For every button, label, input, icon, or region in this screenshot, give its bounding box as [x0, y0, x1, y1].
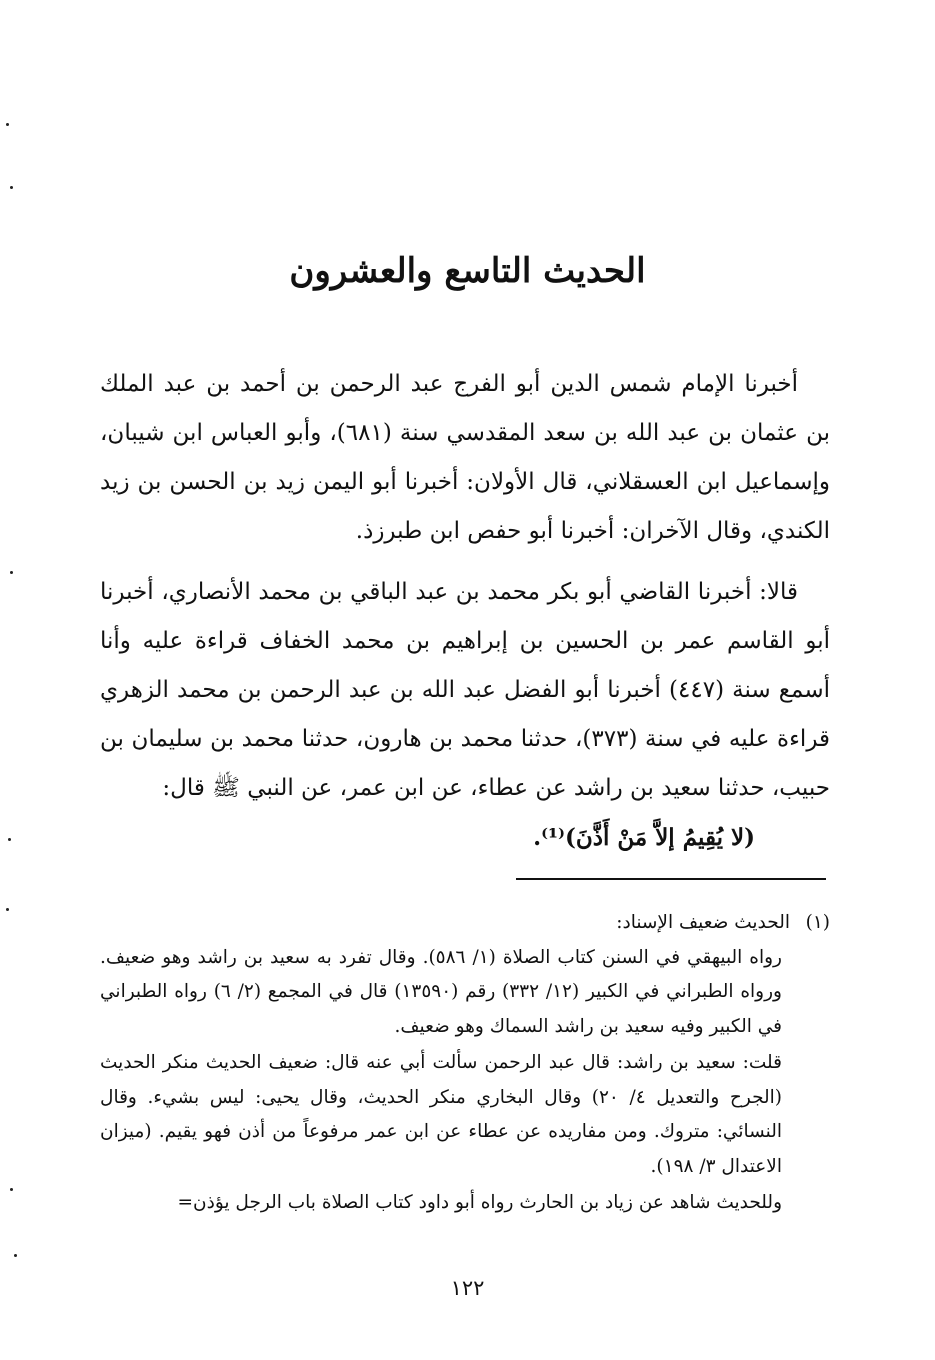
footnote-body — [100, 941, 830, 1185]
footnote-number: (١) — [805, 912, 830, 933]
isnad-paragraph-2: قالا: أخبرنا القاضي أبو بكر محمد بن عبد الباقي بن محمد الأنصاري، أخبرنا أبو القاسم عمر بن الحسين بن إبراهيم بن محمد الخفاف قراءة عليه وأنا أسمع سنة (٤٤٧) أخبرنا أبو الفضل عبد الله بن عبد الرحمن بن محمد الزهري قراءة عليه في سنة (٣٧٣)، حدثنا محمد بن هارون، حدثنا محمد بن سليمان بن حبيب، حدثنا سعيد بن راشد عن عطاء، عن ابن عمر، عن النبي ﷺ قال: — [100, 579, 831, 801]
scan-speck — [10, 571, 13, 574]
main-text — [100, 360, 830, 862]
scan-speck — [14, 1254, 17, 1257]
footnote-paragraph-1: رواه البيهقي في السنن كتاب الصلاة (١/ ٥٨٦). وقال تفرد به سعيد بن راشد وهو ضعيف. ورواه الطبراني في الكبير (١٢/ ٣٣٢) رقم (١٣٥٩٠) قال في المجمع (٢/ ٦) رواه الطبراني في الكبير وفيه سعيد بن راشد السماك وهو ضعيف. — [100, 946, 782, 1037]
footnote-separator — [516, 878, 826, 880]
scan-speck — [10, 186, 13, 189]
footnotes — [100, 906, 830, 1221]
scan-speck — [6, 908, 9, 911]
page-number: ١٢٢ — [450, 1276, 485, 1300]
footnote-paragraph-2: قلت: سعيد بن راشد: قال عبد الرحمن سألت أبي عنه قال: ضعيف الحديث منكر الحديث (الجرح والتعديل ٤/ ٢٠) وقال البخاري منكر الحديث، وقال يحيى: ليس بشيء. وقال النسائي: متروك. ومن مفاريده عن عطاء عن ابن عمر مرفوعاً من أذن فهو يقيم. (ميزان الاعتدال ٣/ ١٩٨). — [100, 1052, 782, 1177]
chapter-title: الحديث التاسع والعشرون — [289, 250, 646, 291]
footnote-heading-line — [100, 906, 830, 941]
footnote-heading: الحديث ضعيف الإسناد: — [616, 912, 790, 933]
scan-speck — [6, 123, 9, 126]
hadith-text: (لا يُقِيمُ إلاَّ مَنْ أَذَّنَ)⁽¹⁾. — [533, 824, 755, 851]
footnote-continuation: وللحديث شاهد عن زياد بن الحارث رواه أبو داود كتاب الصلاة باب الرجل يؤذن= — [177, 1192, 782, 1213]
scan-speck — [8, 838, 11, 841]
isnad-paragraph-1: أخبرنا الإمام شمس الدين أبو الفرج عبد الرحمن بن أحمد بن عبد الملك بن عثمان بن عبد الله بن سعد المقدسي سنة (٦٨١)، وأبو العباس ابن شيبان، وإسماعيل ابن العسقلاني، قال الأولان: أخبرنا أبو اليمن زيد بن الحسن بن زيد الكندي، وقال الآخران: أخبرنا أبو حفص ابن طبرزذ. — [100, 371, 830, 544]
scan-speck — [10, 1188, 13, 1191]
